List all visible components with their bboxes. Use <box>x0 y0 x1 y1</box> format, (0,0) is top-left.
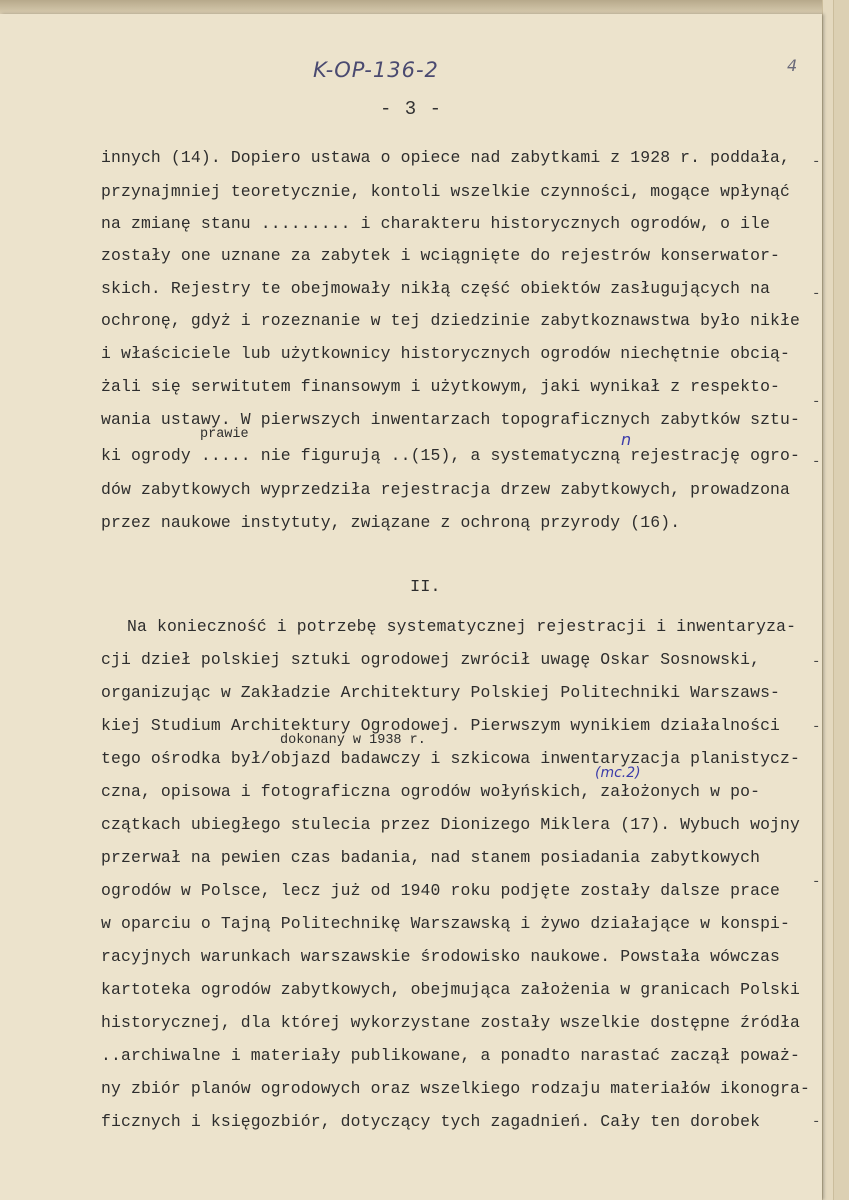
text-line: kartoteka ogrodów zabytkowych, obejmująca założenia w granicach Polski <box>101 980 801 999</box>
text-line: ficznych i księgozbiór, dotyczący tych zagadnień. Cały ten dorobek <box>101 1112 761 1131</box>
text-line: innych (14). Dopiero ustawa o opiece nad zabytkami z 1928 r. poddała, <box>101 148 791 167</box>
text-line: czna, opisowa i fotograficzna ogrodów wołyńskich, założonych w po- <box>101 782 761 801</box>
text-line: ochronę, gdyż i rozeznanie w tej dziedzinie zabytkoznawstwa było nikłe <box>101 311 801 330</box>
margin-mark: - <box>812 394 821 410</box>
handwritten-page-number: 4 <box>787 56 798 75</box>
text-line: dów zabytkowych wyprzedziła rejestracja drzew zabytkowych, prowadzona <box>101 480 791 499</box>
margin-mark: - <box>812 719 821 735</box>
text-line: cji dzieł polskiej sztuki ogrodowej zwrócił uwagę Oskar Sosnowski, <box>101 650 761 669</box>
scan-top-edge <box>0 0 849 14</box>
text-line: skich. Rejestry te obejmowały nikłą część obiektów zasługujących na <box>101 279 771 298</box>
text-line: zostały one uznane za zabytek i wciągnięte do rejestrów konserwator- <box>101 246 781 265</box>
section-heading: II. <box>410 578 441 597</box>
text-line: ..archiwalne i materiały publikowane, a ponadto narastać zaczął poważ- <box>101 1046 801 1065</box>
text-line: przerwał na pewien czas badania, nad stanem posiadania zabytkowych <box>101 848 761 867</box>
margin-mark: - <box>812 286 821 302</box>
handwritten-note: (mc.2) <box>595 765 641 781</box>
margin-mark: - <box>812 874 821 890</box>
margin-mark: - <box>812 454 821 470</box>
stacked-page-edge-back <box>833 0 849 1200</box>
text-line: i właściciele lub użytkownicy historycznych ogrodów niechętnie obcią- <box>101 344 791 363</box>
typed-insertion: prawie <box>200 427 249 442</box>
text-line: na zmianę stanu ......... i charakteru historycznych ogrodów, o ile <box>101 214 771 233</box>
text-line: żali się serwitutem finansowym i użytkowym, jaki wynikał z respekto- <box>101 377 781 396</box>
text-line: historycznej, dla której wykorzystane zostały wszelkie dostępne źródła <box>101 1013 801 1032</box>
text-line: ny zbiór planów ogrodowych oraz wszelkiego rodzaju materiałów ikonogra- <box>101 1079 811 1098</box>
handwritten-correction: n <box>621 430 632 449</box>
text-line: przez naukowe instytuty, związane z ochroną przyrody (16). <box>101 513 681 532</box>
typed-insertion: dokonany w 1938 r. <box>280 733 426 748</box>
text-line: przynajmniej teoretycznie, kontoli wszelkie czynności, mogące wpłynąć <box>101 182 791 201</box>
text-line: czątkach ubiegłego stulecia przez Dionizego Miklera (17). Wybuch wojny <box>101 815 801 834</box>
text-line: ogrodów w Polsce, lecz już od 1940 roku podjęte zostały dalsze prace <box>101 881 781 900</box>
text-line: ki ogrody ..... nie figurują ..(15), a systematyczną rejestrację ogro- <box>101 446 801 465</box>
page-number: - 3 - <box>380 98 443 120</box>
text-line: tego ośrodka był/objazd badawczy i szkicowa inwentaryzacja planistycz- <box>101 749 801 768</box>
text-line: kiej Studium Architektury Ogrodowej. Pierwszym wynikiem działalności <box>101 716 781 735</box>
archive-id: K-OP-136-2 <box>313 58 439 82</box>
text-line: organizując w Zakładzie Architektury Polskiej Politechniki Warszaws- <box>101 683 781 702</box>
text-line: w oparciu o Tajną Politechnikę Warszawską i żywo działające w konspi- <box>101 914 791 933</box>
margin-mark: - <box>812 654 821 670</box>
text-line: racyjnych warunkach warszawskie środowisko naukowe. Powstała wówczas <box>101 947 781 966</box>
margin-mark: - <box>812 1114 821 1130</box>
text-line: Na konieczność i potrzebę systematycznej rejestracji i inwentaryza- <box>127 617 797 636</box>
text-line: wania ustawy. W pierwszych inwentarzach topograficznych zabytków sztu- <box>101 410 801 429</box>
document-page <box>0 14 822 1200</box>
margin-mark: - <box>812 154 821 170</box>
